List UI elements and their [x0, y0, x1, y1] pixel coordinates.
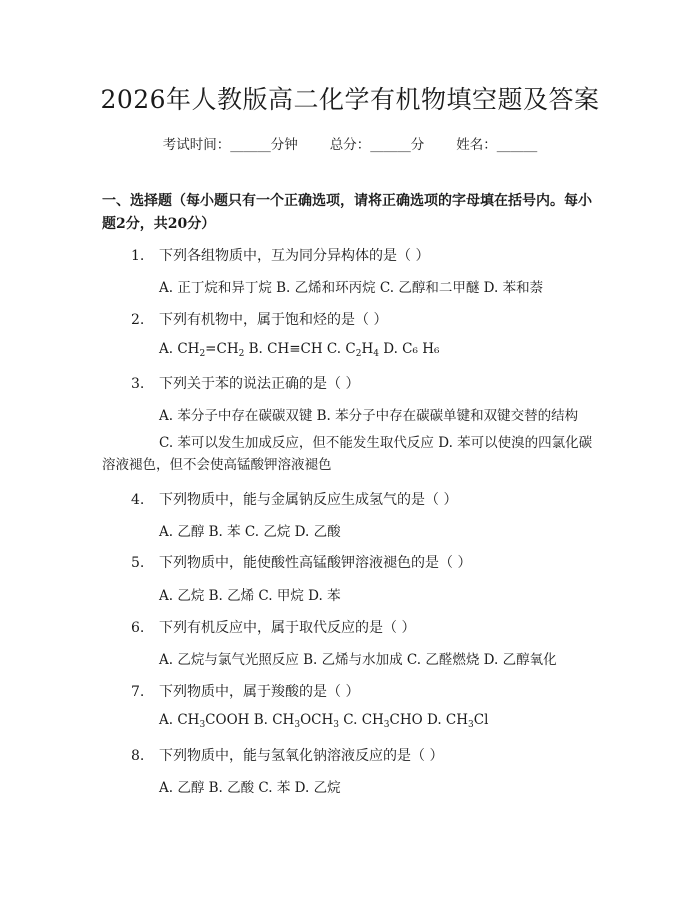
total-score: 总分：______分	[329, 137, 425, 153]
question-1	[131, 245, 429, 265]
page-title: 2026年人教版高二化学有机物填空题及答案	[100, 85, 600, 114]
question-8	[131, 745, 443, 765]
question-number: 8.	[131, 748, 145, 764]
question-number: 6.	[131, 620, 145, 636]
question-7-options: A. $CH_3COOH$ B. $CH_3OCH_3$ C. $CH_3CHO$ D. $CH_3Cl$	[159, 712, 489, 730]
question-text: 下列物质中，能与氢氧化钠溶液反应的是（ ）	[159, 748, 444, 764]
question-3-options-line-1: A. 苯分子中存在碳碳双键 B. 苯分子中存在碳碳单键和双键交替的结构	[159, 408, 579, 424]
question-3-options-line-2: C. 苯可以发生加成反应，但不能发生取代反应 D. 苯可以使溴的四氯化碳溶液褪色，但不会使高锰酸钾溶液褪色	[102, 435, 593, 473]
question-5	[131, 552, 471, 572]
question-2	[131, 309, 387, 329]
question-6	[131, 617, 415, 637]
question-text: 下列关于苯的说法正确的是（ ）	[159, 376, 360, 392]
question-6-options: A. 乙烷与氯气光照反应 B. 乙烯与水加成 C. 乙醛燃烧 D. 乙醇氧化	[159, 652, 557, 668]
question-3	[131, 373, 359, 393]
question-text: 下列物质中，能使酸性高锰酸钾溶液褪色的是（ ）	[159, 555, 472, 571]
question-5-options: A. 乙烷 B. 乙烯 C. 甲烷 D. 苯	[159, 588, 341, 604]
question-text: 下列各组物质中，互为同分异构体的是（ ）	[159, 248, 430, 264]
question-4	[131, 489, 457, 509]
question-7	[131, 681, 359, 701]
question-number: 5.	[131, 555, 145, 571]
question-1-options: A. 正丁烷和异丁烷 B. 乙烯和环丙烷 C. 乙醇和二甲醚 D. 苯和萘	[159, 280, 544, 296]
exam-time: 考试时间：______分钟	[162, 137, 298, 153]
question-text: 下列有机反应中，属于取代反应的是（ ）	[159, 620, 416, 636]
question-text: 下列物质中，属于羧酸的是（ ）	[159, 684, 360, 700]
section-heading: 一、选择题（每小题只有一个正确选项，请将正确选项的字母填在括号内。每小题2分，共20分）	[102, 193, 592, 232]
question-text: 下列有机物中，属于饱和烃的是（ ）	[159, 312, 388, 328]
question-number: 2.	[131, 312, 145, 328]
exam-info	[0, 133, 700, 153]
question-text: 下列物质中，能与金属钠反应生成氢气的是（ ）	[159, 492, 458, 508]
question-2-options: A. $CH_2=CH_2$ B. CH≡CH C. $C_2H_4$ D. C₆ H₆	[159, 341, 440, 359]
question-number: 7.	[131, 684, 145, 700]
question-number: 4.	[131, 492, 145, 508]
question-number: 3.	[131, 376, 145, 392]
question-8-options: A. 乙醇 B. 乙酸 C. 苯 D. 乙烷	[159, 780, 341, 796]
question-4-options: A. 乙醇 B. 苯 C. 乙烷 D. 乙酸	[159, 524, 341, 540]
student-name: 姓名：______	[456, 137, 538, 153]
question-number: 1.	[131, 248, 145, 264]
